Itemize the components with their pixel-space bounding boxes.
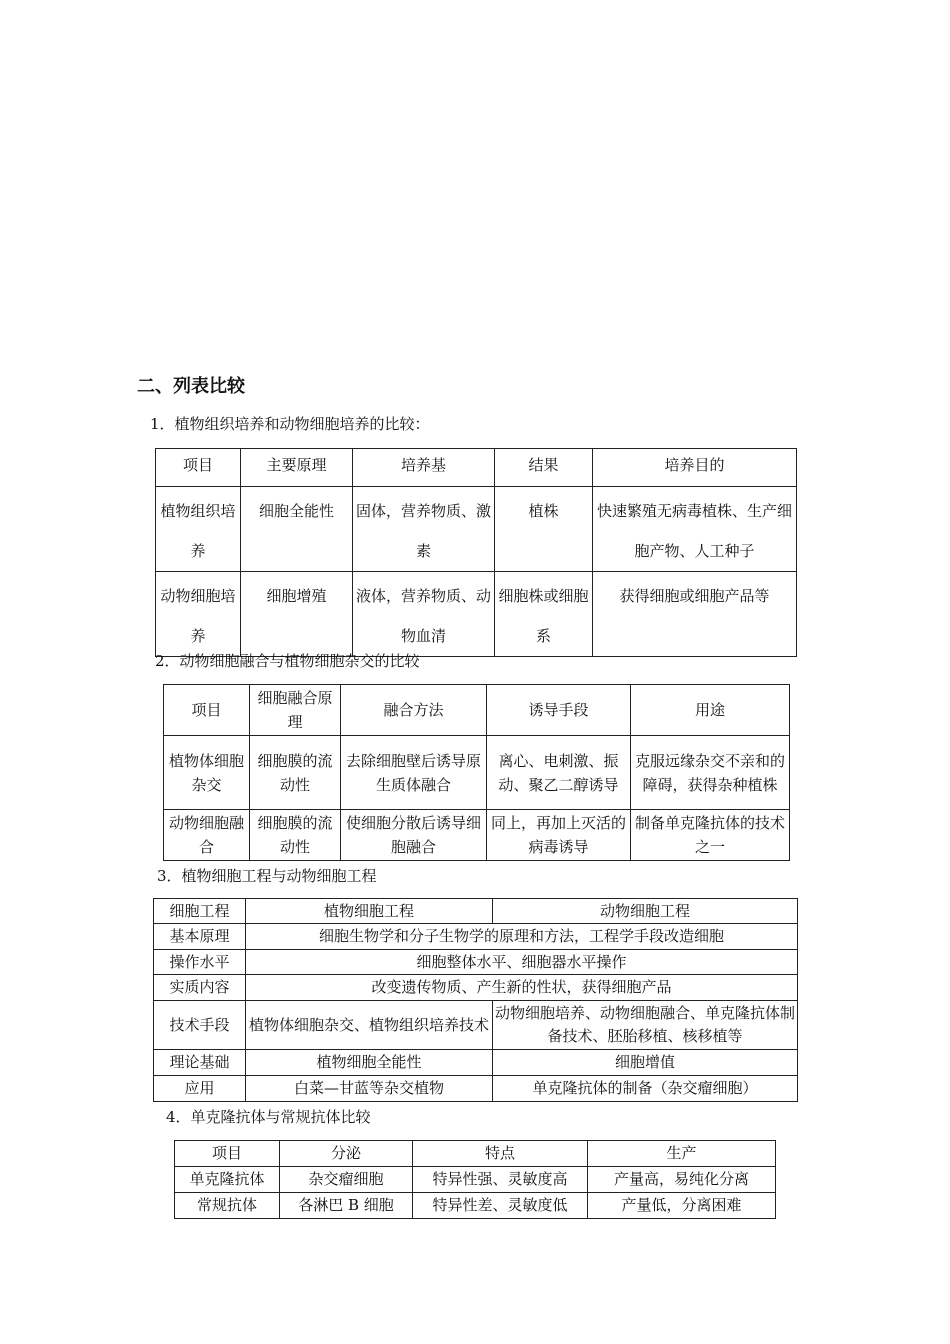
table-cell: 细胞膜的流动性 (250, 810, 341, 861)
table-cell: 同上，再加上灭活的病毒诱导 (487, 810, 631, 861)
table1-caption: 1．植物组织培养和动物细胞培养的比较： (150, 415, 430, 433)
table-cell: 改变遗传物质、产生新的性状，获得细胞产品 (246, 975, 798, 1001)
row-label: 应用 (154, 1076, 246, 1102)
table-cell: 单克隆抗体 (175, 1167, 280, 1193)
header-cell: 分泌 (280, 1141, 413, 1167)
header-cell: 结果 (495, 449, 593, 487)
table-cell: 白菜—甘蓝等杂交植物 (246, 1076, 493, 1102)
header-cell: 项目 (175, 1141, 280, 1167)
table-cell: 细胞株或细胞系 (495, 572, 593, 657)
header-cell: 生产 (588, 1141, 776, 1167)
table-cell: 特异性差、灵敏度低 (413, 1193, 588, 1219)
row-label: 基本原理 (154, 924, 246, 950)
table-cell: 杂交瘤细胞 (280, 1167, 413, 1193)
row-label: 技术手段 (154, 1001, 246, 1050)
header-cell: 项目 (156, 449, 241, 487)
row-label: 操作水平 (154, 950, 246, 975)
header-cell: 项目 (164, 685, 250, 736)
cell-engineering-table (153, 898, 798, 1102)
table-cell: 快速繁殖无病毒植株、生产细胞产物、人工种子 (593, 487, 797, 572)
table-cell: 特异性强、灵敏度高 (413, 1167, 588, 1193)
table-cell: 植物细胞全能性 (246, 1050, 493, 1076)
header-cell: 细胞融合原理 (250, 685, 341, 736)
table-cell: 液体，营养物质、动物血清 (353, 572, 495, 657)
table-cell: 单克隆抗体的制备（杂交瘤细胞） (493, 1076, 798, 1102)
table-cell: 克服远缘杂交不亲和的障碍，获得杂种植株 (631, 736, 790, 810)
header-cell: 诱导手段 (487, 685, 631, 736)
table-cell: 植株 (495, 487, 593, 572)
table-cell: 细胞全能性 (241, 487, 353, 572)
header-cell: 融合方法 (341, 685, 487, 736)
table-cell: 产量高，易纯化分离 (588, 1167, 776, 1193)
table-cell: 细胞膜的流动性 (250, 736, 341, 810)
header-cell: 主要原理 (241, 449, 353, 487)
header-cell: 特点 (413, 1141, 588, 1167)
table-cell: 植物体细胞杂交、植物组织培养技术 (246, 1001, 493, 1050)
table2-caption: 2．动物细胞融合与植物细胞杂交的比较 (155, 652, 420, 670)
row-label: 实质内容 (154, 975, 246, 1001)
table-cell: 固体，营养物质、激素 (353, 487, 495, 572)
table-cell: 去除细胞壁后诱导原生质体融合 (341, 736, 487, 810)
header-cell: 细胞工程 (154, 899, 246, 924)
table-cell: 获得细胞或细胞产品等 (593, 572, 797, 657)
row-label: 理论基础 (154, 1050, 246, 1076)
table-cell: 各淋巴 B 细胞 (280, 1193, 413, 1219)
table-cell: 产量低，分离困难 (588, 1193, 776, 1219)
plant-animal-culture-table (155, 448, 797, 657)
cell-fusion-table (163, 684, 790, 861)
table-cell: 细胞增值 (493, 1050, 798, 1076)
header-cell: 植物细胞工程 (246, 899, 493, 924)
table-cell: 细胞生物学和分子生物学的原理和方法，工程学手段改造细胞 (246, 924, 798, 950)
table3-caption: 3．植物细胞工程与动物细胞工程 (157, 867, 377, 885)
table-cell: 制备单克隆抗体的技术之一 (631, 810, 790, 861)
header-cell: 动物细胞工程 (493, 899, 798, 924)
table-cell: 植物体细胞杂交 (164, 736, 250, 810)
header-cell: 培养目的 (593, 449, 797, 487)
header-cell: 培养基 (353, 449, 495, 487)
header-cell: 用途 (631, 685, 790, 736)
table-cell: 离心、电刺激、振动、聚乙二醇诱导 (487, 736, 631, 810)
table-cell: 细胞增殖 (241, 572, 353, 657)
table-cell: 使细胞分散后诱导细胞融合 (341, 810, 487, 861)
table4-caption: 4．单克隆抗体与常规抗体比较 (166, 1108, 371, 1126)
table-cell: 动物细胞培养、动物细胞融合、单克隆抗体制备技术、胚胎移植、核移植等 (493, 1001, 798, 1050)
table-cell: 常规抗体 (175, 1193, 280, 1219)
table-cell: 动物细胞融合 (164, 810, 250, 861)
table-cell: 动物细胞培养 (156, 572, 241, 657)
section-title: 二、列表比较 (137, 376, 245, 397)
table-cell: 植物组织培养 (156, 487, 241, 572)
table-cell: 细胞整体水平、细胞器水平操作 (246, 950, 798, 975)
antibody-comparison-table (174, 1140, 776, 1219)
